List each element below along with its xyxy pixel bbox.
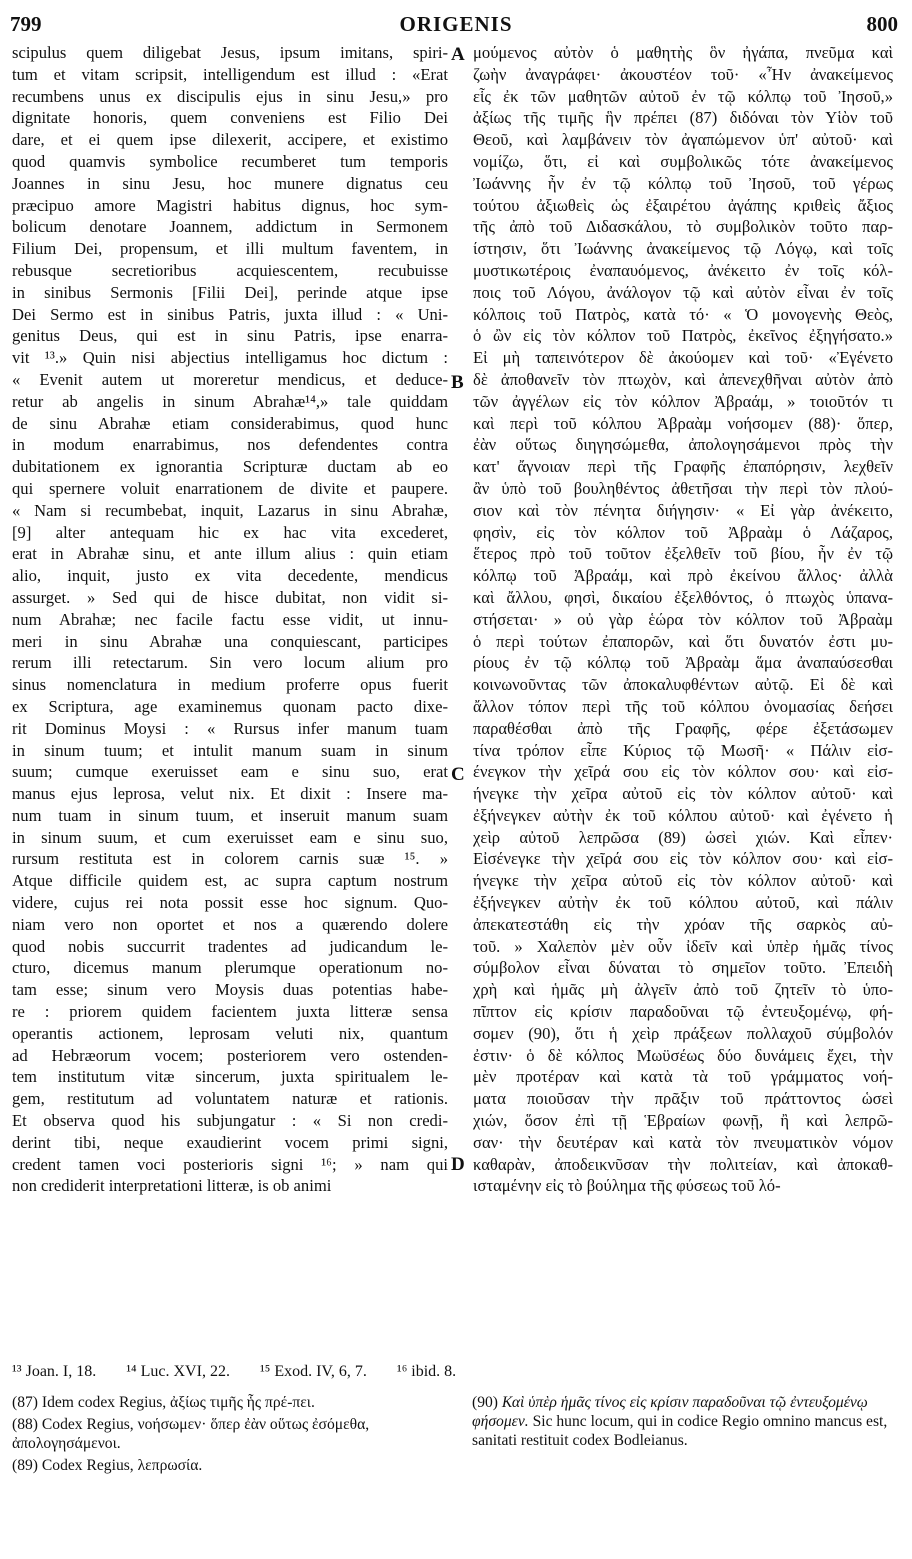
greek-line: νομίζω, ὅτι, εἰ καὶ συμβολικῶς τότε ἀνακείμενος [473, 151, 893, 171]
greek-line: Θεοῦ, καὶ λαμβάνειν τὸν ἀγαπώμενον ὑπ' αὐτοῦ· καὶ [473, 130, 893, 150]
greek-line: μὲν προτέραν καὶ κατὰ τὰ τοῦ γράμματος νοή- [473, 1067, 893, 1087]
scripture-ref: ¹³ Joan. I, 18. [12, 1363, 97, 1380]
latin-line: tam esse; sinum vero Moysis duas potentias habe- [12, 980, 448, 1000]
greek-line: ήνεγκε τὴν χεῖρα αὐτοῦ εἰς τὸν κόλπον αὐτοῦ· καὶ [473, 871, 893, 891]
latin-column [12, 42, 448, 1350]
latin-line: dare, et ei quem ipse dilexerit, accipere, et existimo [12, 130, 448, 150]
greek-line: ποις τοῦ Λόγου, ἀνάλογον τῷ καὶ αὐτὸν εἶναι ἐν τοῖς [473, 282, 893, 302]
greek-line: χρὴ καὶ ἡμᾶς μὴ ἀλγεῖν ἀπὸ τοῦ ζητεῖν τὸ ὑπο- [473, 980, 893, 1000]
latin-line: dignitate honoris, quem conveniens est Filio Dei [12, 108, 448, 128]
latin-line: genitus Deus, qui est in sinu Patris, ipse enarra- [12, 326, 448, 346]
greek-line: ισταμένην εἰς τὸ βούλημα τῆς φύσεως τοῦ λό- [473, 1176, 781, 1196]
scripture-ref: ¹⁵ Exod. IV, 6, 7. [259, 1363, 367, 1380]
latin-line: meri in sinu Abrahæ una conquiescant, participes [12, 631, 448, 651]
greek-line: ἐὰν οὕτως διηγησώμεθα, ἀπολογησάμενοι πρὸς τὴν [473, 435, 893, 455]
latin-line: rebusque secretioribus acquiescentem, recubuisse [12, 260, 448, 280]
greek-line: κόλπῳ τοῦ Ἀβραάμ, καὶ πρὸ ἐκείνου ἄλλος· ἀλλὰ [473, 566, 893, 586]
greek-line: ένεγκον τὴν χεῖρά σου εἰς τὸν κόλπον σου· καὶ εἰσ- [473, 762, 893, 782]
latin-line: tem institutum vitæ sincerum, juxta spiritualem le- [12, 1067, 448, 1087]
latin-line: rursum restituta est in colorem carnis suæ ¹⁵. » [12, 849, 448, 869]
latin-line: dubitationem ex ignorantia Scripturæ ductam ab eo [12, 457, 448, 477]
greek-line: ζωὴν ἀναγράφει· ἀκουστέον τοῦ· «Ἦν ἀνακείμενος [473, 64, 893, 84]
latin-line: recumbens unus ex discipulis ejus in sinu Jesu,» pro [12, 86, 448, 106]
greek-line: ἂν ὑπὸ τοῦ βουληθέντος ἀθετῆσαι τὴν περὶ τὸν πλού- [473, 478, 893, 498]
latin-line: operantis actionem, leprosam veluti nix, quantum [12, 1023, 448, 1043]
latin-line: rerum illi retectarum. Sin vero locum alium pro [12, 653, 448, 673]
greek-line: πῖπτον εἰς κρίσιν παραδοῦναι τῷ ἐντευξομένῳ, φή- [473, 1002, 893, 1022]
greek-line: παραθέσθαι ἀπὸ τῆς Γραφῆς, φέρε ἐξετάσωμεν [473, 718, 893, 738]
greek-line: ὁ περὶ τούτων ἐπαπορῶν, καὶ ὅτι δυνατόν ἐστι μυ- [473, 631, 893, 651]
latin-line: « Evenit autem ut moreretur mendicus, et deduce- [12, 369, 448, 389]
latin-line: « Nam si recumbebat, inquit, Lazarus in sinu Abrahæ, [12, 500, 448, 520]
latin-line: alio, inquit, justo ex vita decedente, mendicus [12, 566, 448, 586]
textual-note: (87) Idem codex Regius, ἀξίως τιμῆς ἧς πρέ-πει. [12, 1394, 315, 1411]
margin-letter-c: C [451, 764, 465, 785]
latin-line: suum; cumque exeruisset eam e sinu suo, erat [12, 762, 448, 782]
greek-line: Εἰσένεγκε τὴν χεῖρά σου εἰς τὸν κόλπον σου· καὶ εἰσ- [473, 849, 893, 869]
latin-line: [9] alter antequam hic ex hac vita excederet, [12, 522, 448, 542]
greek-line: ρίους ἐν τῷ κόλπῳ τοῦ Ἀβραὰμ ἅμα ἀναπαύσεσθαι [473, 653, 893, 673]
greek-line: τῆς ἀπὸ τοῦ Διδασκάλου, τὸ συμβολικὸν τοῦτο παρ- [473, 217, 893, 237]
latin-line: retur ab angelis in sinum Abrahæ¹⁴,» tale quiddam [12, 391, 448, 411]
latin-line: Dei Sermo est in sinibus Patris, juxta illud : « Uni- [12, 304, 448, 324]
latin-line: tum et vitam scripsit, intelligendum est illud : «Erat [12, 64, 448, 84]
latin-line: videre, cujus rei nota possit esse hoc signum. Quo- [12, 893, 448, 913]
margin-letter-b: B [451, 372, 464, 393]
greek-line: κατ' ἄγνοιαν περὶ τῆς Γραφῆς ἐπαπόρησιν, λεχθεῖν [473, 457, 893, 477]
scripture-ref: ¹⁶ ibid. 8. [396, 1363, 457, 1380]
greek-line: κοινωνοῦντας τῶν ἀποκαλυφθέντων αὐτῷ. Εἰ δὲ καὶ [473, 675, 893, 695]
latin-line: non crediderit interpretationi litteræ, is ob animi [12, 1176, 332, 1196]
latin-line: gem, restitutum ad voluntatem naturæ et rationis. [12, 1089, 448, 1109]
latin-line: derint tibi, neque exaudierint vocem primi signi, [12, 1132, 448, 1152]
greek-line: ὁ ὢν εἰς τὸν κόλπον τοῦ Πατρὸς, ἐκεῖνος ἐξηγήσατο.» [473, 326, 893, 346]
greek-line: ἐστιν· ὁ δὲ κόλπος Μωϋσέως δύο δυνάμεις ἔχει, τὴν [473, 1045, 893, 1065]
greek-line: Εἰ μὴ ταπεινότερον δὲ ἀκούομεν καὶ τοῦ· «Ἐγένετο [473, 348, 893, 368]
latin-line: sinus nomenclatura in medium proferre opus fuerit [12, 675, 448, 695]
latin-line: niam vero non oportet et nos a quærendo dolere [12, 914, 448, 934]
latin-line: Filium Dei, propensum, et illi multum faventem, in [12, 239, 448, 259]
latin-line: quod quamvis symbolice recumberet tum temporis [12, 151, 448, 171]
latin-line: Atque difficile quidem est, ac supra captum nostrum [12, 871, 448, 891]
greek-line: τούτου ἀξιωθεὶς ὡς ἐξαιρέτου ἀγάπης κριθεὶς ἄξιος [473, 195, 893, 215]
latin-line: erat in Abrahæ sinu, et ante illum alius : quin etiam [12, 544, 448, 564]
greek-line: ματα ποιοῦσαν τὴν πρᾶξιν τοῦ πράττοντος ὡσεὶ [473, 1089, 893, 1109]
note-label: (90) [472, 1394, 498, 1411]
latin-line: scipulus quem diligebat Jesus, ipsum imitans, spiri- [12, 43, 448, 62]
greek-line: εἷς ἐκ τῶν μαθητῶν αὐτοῦ ἐν τῷ κόλπῳ τοῦ Ἰησοῦ,» [473, 86, 893, 106]
textual-notes-left [12, 1393, 442, 1478]
latin-line: rit Dominus Moysi : « Rursus infer manum tuam [12, 718, 448, 738]
greek-line: ἐξήνεγκεν αὐτὴν ἐκ τοῦ κόλπου αὐτοῦ, καὶ πάλιν [473, 893, 893, 913]
latin-line: bolicum denotare Joannem, addictum in Sermonem [12, 217, 448, 237]
latin-line: re : priorem quidem facientem juxta litteræ sensa [12, 1002, 448, 1022]
greek-line: μούμενος αὐτὸν ὁ μαθητὴς ὃν ἠγάπα, πνεῦμα καὶ [473, 43, 893, 62]
greek-line: χεὶρ αὐτοῦ λεπρῶσα (89) ὡσεὶ χιών. Καὶ εἶπεν· [473, 827, 893, 847]
greek-line: στήσεται· » οὐ γὰρ ἑώρα τὸν κόλπον τοῦ Ἀβραὰμ [473, 609, 893, 629]
greek-line: κόλποις τοῦ Πατρὸς, κατὰ τό· « Ὁ μονογενὴς Θεὸς, [473, 304, 893, 324]
greek-line: ἀπεκατεστάθη εἰς τὴν χρόαν τῆς σαρκὸς αὐ- [473, 914, 893, 934]
greek-line: καθαρὰν, ἀποδεικνῦσαν τὴν πολιτείαν, καὶ ἀποκαθ- [473, 1154, 893, 1174]
margin-letter-a: A [451, 44, 465, 65]
latin-line: Et observa quod his subjungatur : « Si non credi- [12, 1111, 448, 1131]
latin-line: de sinu Abrahæ etiam considerabimus, quod hunc [12, 413, 448, 433]
latin-line: cturo, dicemus manum plerumque operationum no- [12, 958, 448, 978]
margin-letter-d: D [451, 1154, 465, 1175]
greek-line: σαν· τὴν δευτέραν καὶ κατὰ τὸν πνευματικὸν νόμον [473, 1132, 893, 1152]
note-greek: Καὶ ὑπὲρ ἡμᾶς τίνος εἰς κρίσιν παραδοῦναι τῷ ἐντευξομένῳ φήσομεν. [472, 1394, 868, 1430]
greek-line: σομεν (90), ὅτι ἡ χεὶρ πράξεων πολλαχοῦ σύμβολόν [473, 1023, 893, 1043]
latin-line: credent tamen voci posterioris signi ¹⁶; » nam qui [12, 1154, 448, 1174]
greek-line: καὶ περὶ τοῦ κόλπου Ἀβραὰμ νοήσομεν (88)· ὅπερ, [473, 413, 893, 433]
page-number-left: 799 [10, 12, 42, 36]
greek-line: μυστικωτέροις ἐναπαυόμενος, ἀνέκειτο ἐν τοῖς κόλ- [473, 260, 893, 280]
latin-line: quod nobis succurrit tradentes ad judicandum le- [12, 936, 448, 956]
latin-line: in sinum tuum; et intulit manum suam in sinum [12, 740, 448, 760]
latin-line: qui spernere voluit enarrationem de divite et paupere. [12, 478, 448, 498]
latin-line: ex Scriptura, age examinemus quonam pacto dixe- [12, 696, 448, 716]
textual-note: (88) Codex Regius, νοήσωμεν· ὅπερ ἐὰν οὕτως ἐσόμεθα, ἀπολογησάμενοι. [12, 1416, 370, 1452]
page-number-right: 800 [866, 12, 898, 36]
greek-line: χιών, ὅσον ἐπὶ τῇ Ἑβραίων φωνῇ, ἢ καὶ λεπρῶ- [473, 1111, 893, 1131]
greek-line: τῶν ἀγγέλων εἰς τὸν κόλπον Ἀβραάμ, » τοιοῦτόν τι [473, 391, 893, 411]
latin-line: ad Hebræorum vocem; posteriorem vero ostenden- [12, 1045, 448, 1065]
latin-line: in sinum suum, et cum exeruisset eam e sinu suo, [12, 827, 448, 847]
greek-line: Ἰωάννης ἦν ἐν τῷ κόλπῳ τοῦ Ἰησοῦ, τοῦ γέρως [473, 173, 893, 193]
greek-line: καὶ ἄλλου, φησὶ, δικαίου ἐξελθόντος, ὁ πτωχὸς ὑπανα- [473, 587, 893, 607]
latin-line: vit ¹³.» Quin nisi abjectius intelligamus hoc dictum : [12, 348, 448, 368]
latin-line: in modum enarrabimus, nos defendentes contra [12, 435, 448, 455]
latin-line: Joannes in sinu Jesu, hoc munere dignatus ceu [12, 173, 448, 193]
greek-line: ἀξίως τῆς τιμῆς ἣν πρέπει (87) διδόναι τὸν Υἱὸν τοῦ [473, 108, 893, 128]
greek-column [473, 42, 893, 1350]
latin-line: in sinibus Sermonis [Filii Dei], perinde atque ipse [12, 282, 448, 302]
scripture-ref: ¹⁴ Luc. XVI, 22. [126, 1363, 230, 1380]
running-title: ORIGENIS [399, 12, 513, 36]
textual-note: (89) Codex Regius, λεπρωσία. [12, 1457, 203, 1474]
greek-line: ίστησιν, ὅτι Ἰωάννης ἀνακείμενος τῷ Λόγῳ, καὶ τοῖς [473, 239, 893, 259]
latin-line: manus ejus leprosa, velut nix. Et dixit : Insere ma- [12, 784, 448, 804]
latin-line: num Abrahæ; nec facile factu esse vidit, ut innu- [12, 609, 448, 629]
greek-line: ἐξήνεγκεν αὐτὴν ἐκ τοῦ κόλπου αὐτοῦ· καὶ ἐγένετο ἡ [473, 805, 893, 825]
greek-line: δὲ ἀποθανεῖν τὸν πτωχὸν, καὶ ἀπενεχθῆναι αὐτὸν ἀπὸ [473, 369, 893, 389]
greek-line: φησὶν, εἰς τὸν κόλπον τοῦ Ἀβραὰμ ὁ Λάζαρος, [473, 522, 893, 542]
greek-line: ἄλλον τόπον περὶ τῆς τοῦ κόλπου ὀνομασίας δεήσει [473, 696, 893, 716]
latin-line: num tuam in sinum tuum, et inseruit manum suam [12, 805, 448, 825]
greek-line: σιον καὶ τὸν πένητα διήγησιν· « Εἰ γὰρ ἀνέκειτο, [473, 500, 893, 520]
latin-line: assurget. » Sed qui de hisce dubitat, non vidit si- [12, 587, 448, 607]
textual-note-right [472, 1393, 892, 1450]
greek-line: τοῦ. » Χαλεπὸν μὲν οὖν ἰδεῖν καὶ ὑπὲρ ἡμᾶς τίνος [473, 936, 893, 956]
greek-line: τίνα τρόπον εἶπε Κύριος τῷ Μωσῆ· « Πάλιν εἰσ- [473, 740, 893, 760]
latin-line: præcipuo amore Magistri habitus dignus, hoc sym- [12, 195, 448, 215]
note-latin: Sic hunc locum, qui in codice Regio omnino mancus est, sanitati restituit codex Bodleianus. [472, 1413, 888, 1449]
greek-line: ἕτερος πρὸ τοῦ τοῦτον ἐξελθεῖν τοῦ βίου, ἦν ἐν τῷ [473, 544, 893, 564]
greek-line: ήνεγκε τὴν χεῖρα αὐτοῦ εἰς τὸν κόλπον αὐτοῦ· καὶ [473, 784, 893, 804]
scripture-references [12, 1363, 902, 1381]
greek-line: σύμβολον εἶναι δύναται τὸ σημεῖον τοῦτο. Ἐπειδὴ [473, 958, 893, 978]
page-header [0, 12, 912, 42]
